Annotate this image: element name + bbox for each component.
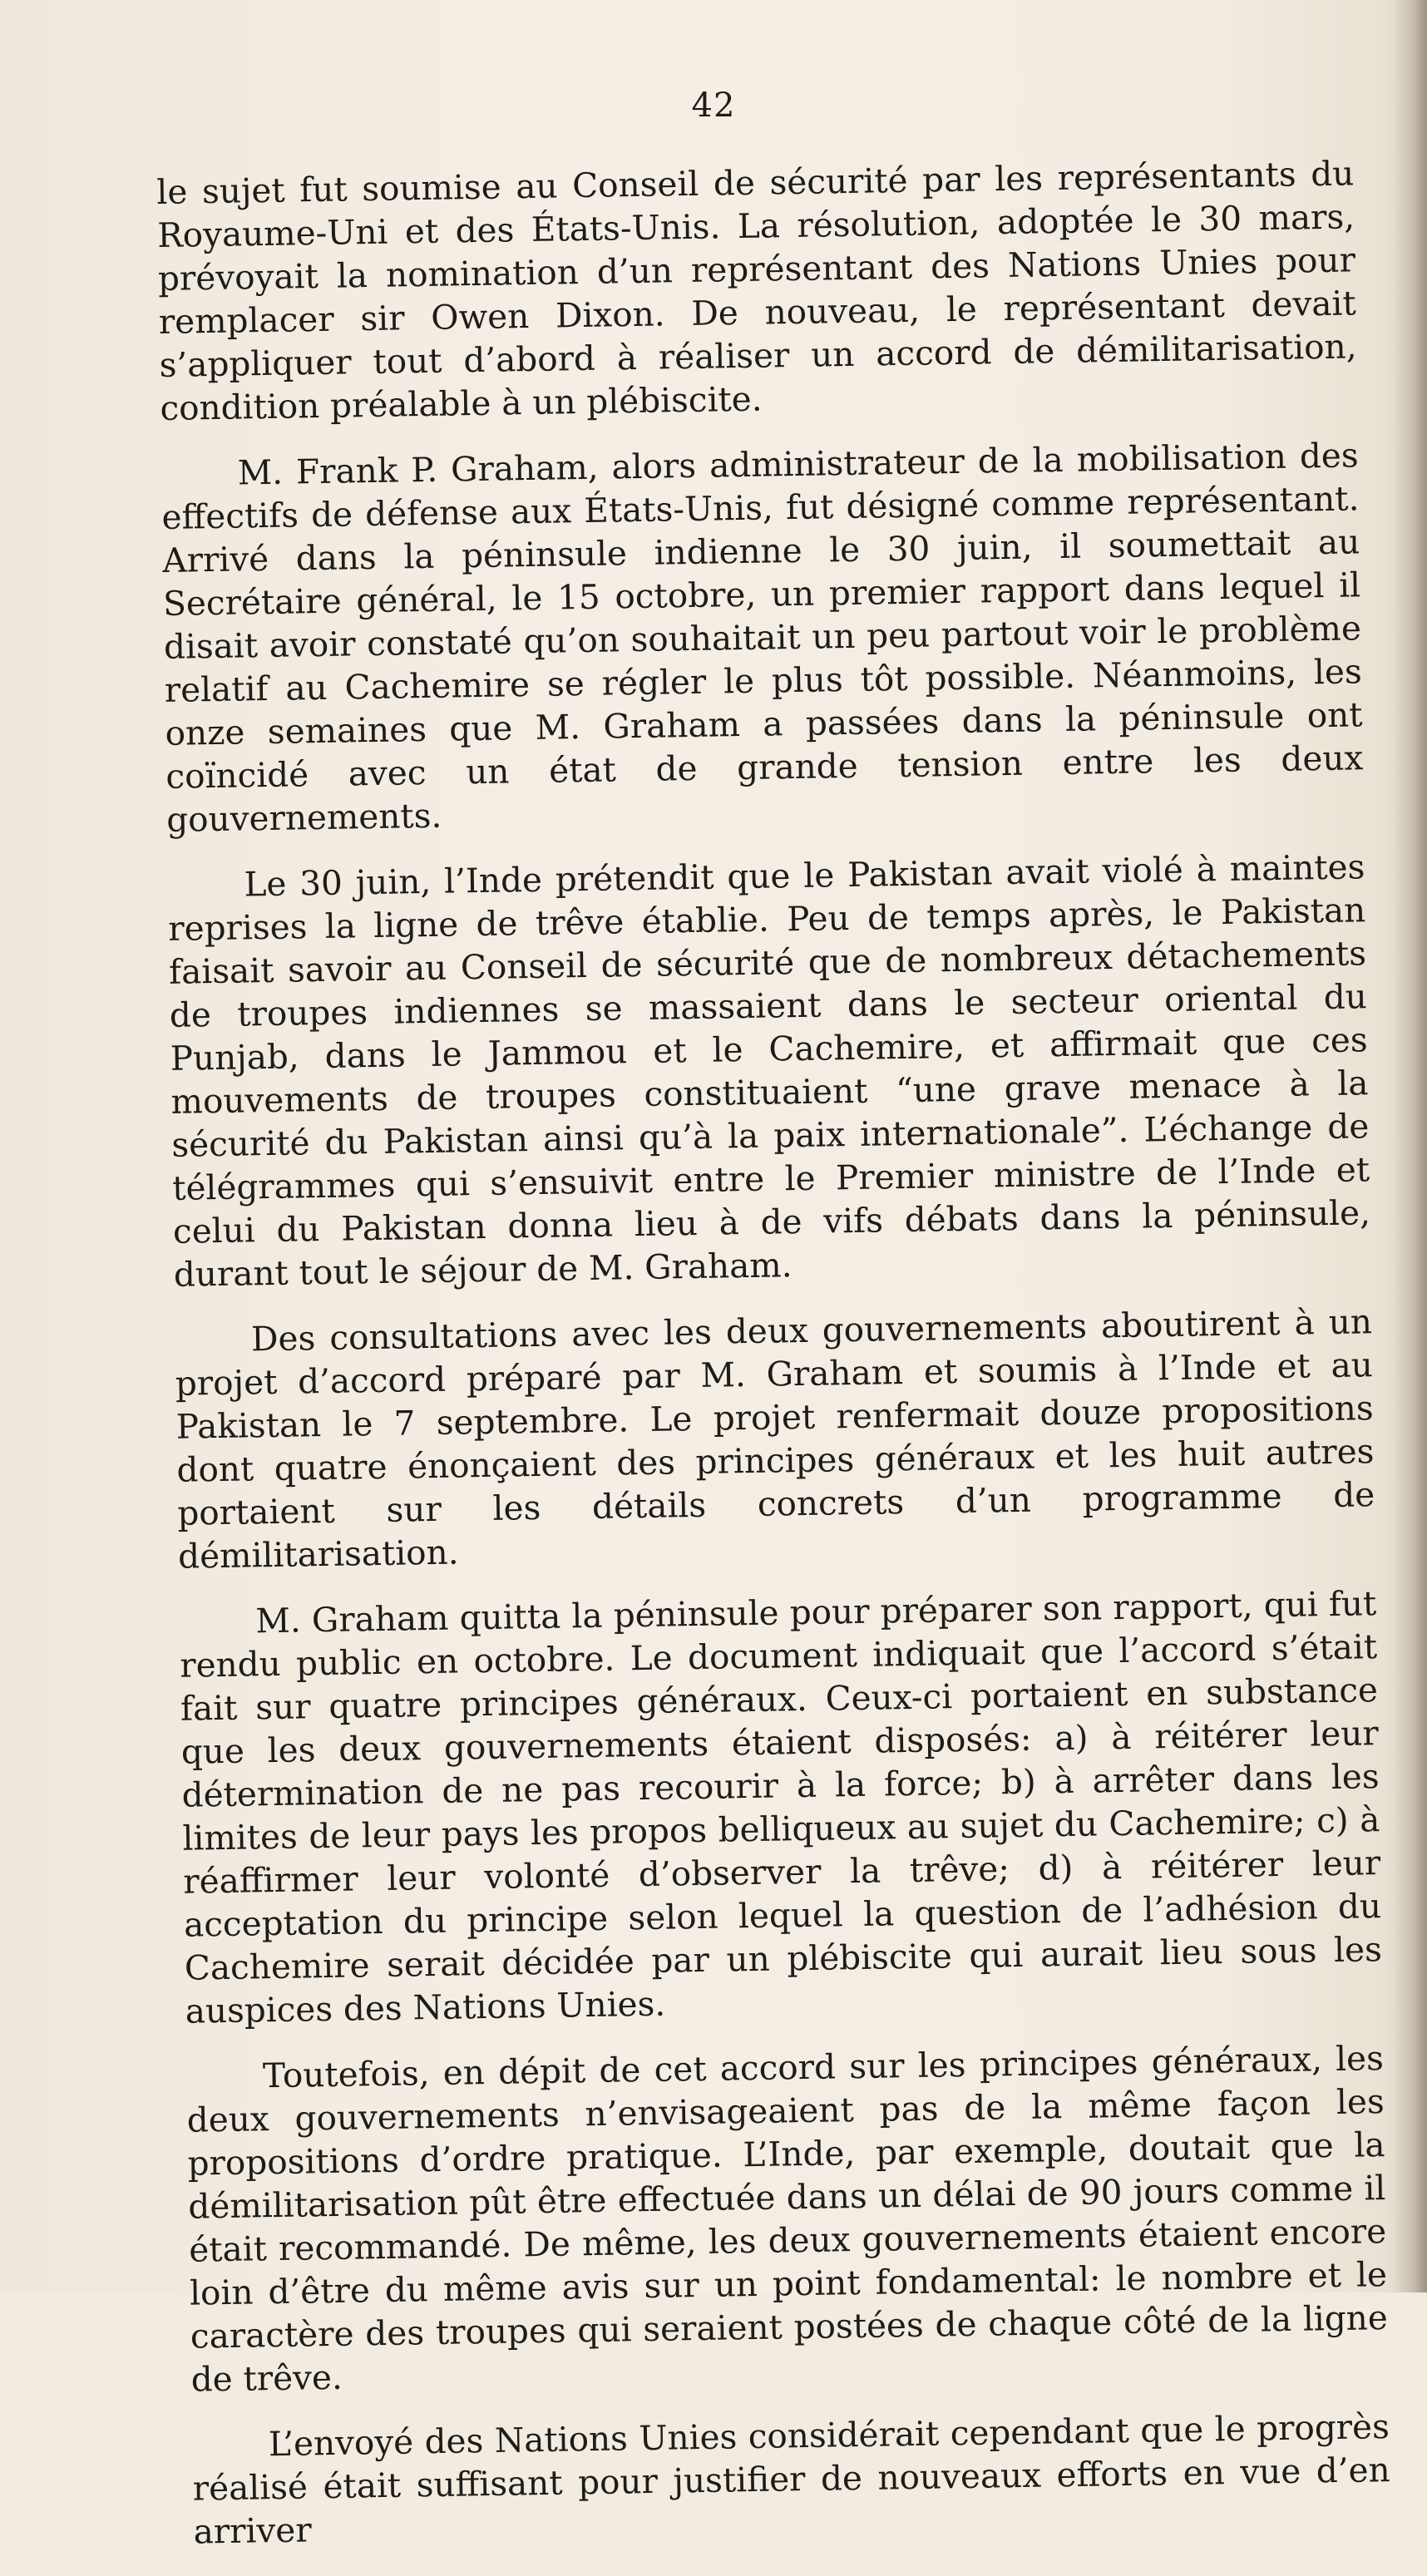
body-text [156,151,1391,2575]
page-number: 42 [691,86,736,125]
paragraph-1: le sujet fut soumise au Conseil de sécurité par les représentants du Royaume-Uni et des États-Unis. La résolution, adoptée le 30 mars, prévoyait la nomination d’un représentant des Nations Unies pour remplacer sir Owen Dixon. De nouveau, le représentant devait s’appliquer tout d’abord à réaliser un accord de démilitarisation, condition préalable à un plébiscite. [156,153,1357,428]
paragraph-4: Des consultations avec les deux gouvernements aboutirent à un projet d’accord préparé par M. Graham et soumis à l’Inde et au Pakistan le 7 septembre. Le projet renfermait douze propositions dont quatre énonçaient des principes généraux et les huit autres portaient sur les détails concrets d’un programme de démilitarisation. [175,1301,1375,1577]
paragraph-3: Le 30 juin, l’Inde prétendit que le Pakistan avait violé à maintes reprises la ligne de trêve établie. Peu de temps après, le Pakistan faisait savoir au Conseil de sécurité que de nombreux détachements de troupes indiennes se massaient dans le secteur oriental du Punjab, dans le Jammou et le Cachemire, et affirmait que ces mouvements de troupes constituaient “une grave menace à la sécurité du Pakistan ainsi qu’à la paix internationale”. L’échange de télégrammes qui s’ensuivit entre le Premier ministre de l’Inde et celui du Pakistan donna lieu à de vifs débats dans la péninsule, durant tout le séjour de M. Graham. [167,846,1371,1295]
paragraph-6: Toutefois, en dépit de cet accord sur les principes généraux, les deux gouvernements n’envisageaient pas de la même façon les propositions d’ordre pratique. L’Inde, par exemple, doutait que la démilitarisation pût être effectuée dans un délai de 90 jours comme il était recommandé. De même, les deux gouvernements étaient encore loin d’être du même avis sur un point fondamental: le nombre et le caractère des troupes qui seraient postées de chaque côté de la ligne de trêve. [186,2038,1389,2400]
paragraph-5: M. Graham quitta la péninsule pour préparer son rapport, qui fut rendu public en octobre. Le document indiquait que l’accord s’était fait sur quatre principes généraux. Ceux-ci portaient en substance que les deux gouvernements étaient disposés: a) à réitérer leur détermination de ne pas recourir à la force; b) à arrêter dans les limites de leur pays les propos belliqueux au sujet du Cachemire; c) à réaffirmer leur volonté d’observer la trêve; d) à réitérer leur acceptation du principe selon lequel la question de l’adhésion du Cachemire serait décidée par un plébiscite qui aurait lieu sous les auspices des Nations Unies. [179,1583,1383,2031]
paragraph-2: M. Frank P. Graham, alors administrateur de la mobilisation des effectifs de défense aux États-Unis, fut désigné comme représentant. Arrivé dans la péninsule indienne le 30 juin, il soumettait au Secrétaire général, le 15 octobre, un premier rapport dans lequel il disait avoir constaté qu’on souhaitait un peu partout voir le problème relatif au Cachemire se régler le plus tôt possible. Néanmoins, les onze semaines que M. Graham a passées dans la péninsule ont coïncidé avec un état de grande tension entre les deux gouvernements. [161,435,1364,840]
paragraph-7: L’envoyé des Nations Unies considérait cependant que le progrès réalisé était suffisant pour justifier de nouveaux efforts en vue d’en arriver [192,2406,1390,2552]
page-binding-shadow [1394,0,1427,2292]
